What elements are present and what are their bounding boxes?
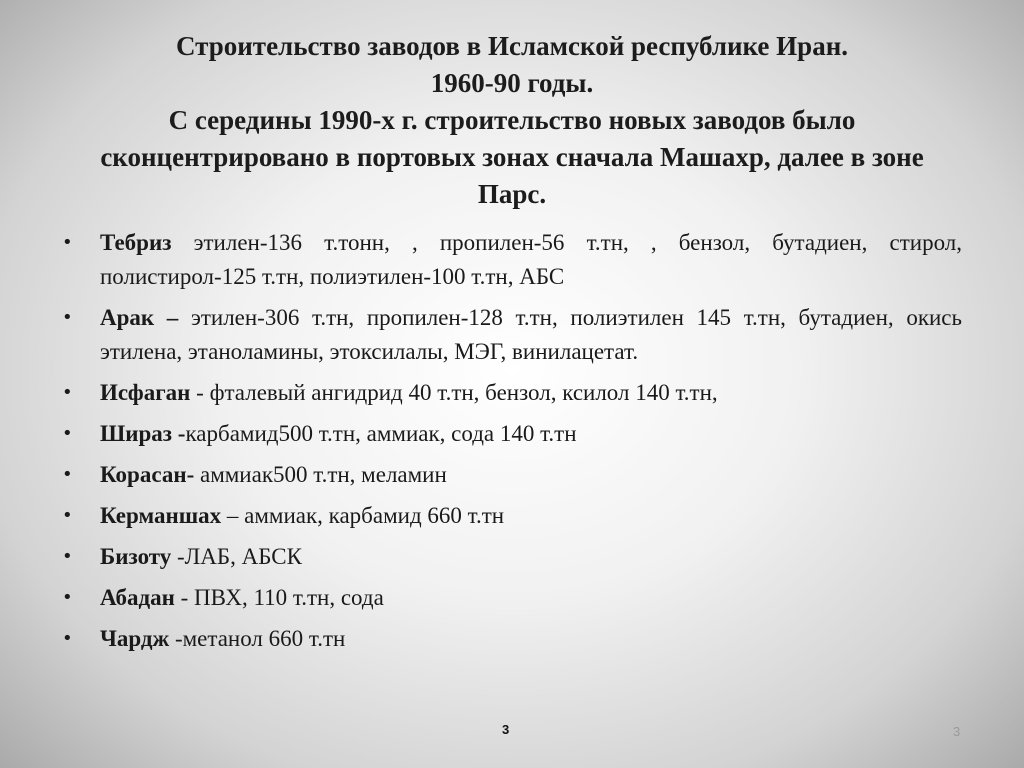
products-text: -метанол 660 т.тн <box>169 626 346 651</box>
list-item <box>62 540 962 574</box>
city-name: Исфаган <box>100 380 191 405</box>
products-text: этилен-136 т.тонн, , пропилен-56 т.тн, , бензол, бутадиен, стирол, полистирол-125 т.тн, полиэтилен-100 т.тн, АБС <box>100 230 962 289</box>
city-name: Бизоту <box>100 544 172 569</box>
slide-number: 3 <box>953 724 961 739</box>
city-name: Шираз - <box>100 421 186 446</box>
city-name: Керманшах <box>100 503 222 528</box>
list-item <box>62 301 962 369</box>
bullet-icon: • <box>62 307 73 328</box>
title-line-1: Строительство заводов в Исламской республике Иран. <box>176 31 848 61</box>
list-item <box>62 417 962 451</box>
city-name: Корасан- <box>100 462 195 487</box>
bullet-icon: • <box>62 423 73 444</box>
slide-title <box>20 28 1004 213</box>
bullet-icon: • <box>62 546 73 567</box>
list-item <box>62 376 962 410</box>
bullet-icon: • <box>62 628 73 649</box>
list-item <box>62 622 962 656</box>
list-item <box>62 499 962 533</box>
title-line-5: Парс. <box>477 179 547 209</box>
list-item <box>62 226 962 294</box>
products-text: -ЛАБ, АБСК <box>171 544 302 569</box>
products-text: этилен-306 т.тн, пропилен-128 т.тн, полиэтилен 145 т.тн, бутадиен, окись этилена, этаноламины, этоксилалы, МЭГ, винилацетат. <box>100 305 963 364</box>
city-name: Арак – <box>100 305 179 330</box>
products-text: аммиак500 т.тн, меламин <box>194 462 447 487</box>
city-name: Абадан <box>100 585 175 610</box>
products-text: - фталевый ангидрид 40 т.тн, бензол, ксилол 140 т.тн, <box>190 380 718 405</box>
list-item <box>62 458 962 492</box>
products-text: - ПВХ, 110 т.тн, сода <box>174 585 384 610</box>
plant-list <box>62 226 962 663</box>
page-number: 3 <box>502 722 510 737</box>
bullet-icon: • <box>62 505 73 526</box>
bullet-icon: • <box>62 382 73 403</box>
title-line-4: сконцентрировано в портовых зонах сначала Машахр, далее в зоне <box>100 142 924 172</box>
products-text: карбамид500 т.тн, аммиак, сода 140 т.тн <box>185 421 577 446</box>
list-item <box>62 581 962 615</box>
title-line-3: С середины 1990-х г. строительство новых заводов было <box>168 105 856 135</box>
title-line-2: 1960-90 годы. <box>430 68 594 98</box>
bullet-icon: • <box>62 587 73 608</box>
bullet-icon: • <box>62 464 73 485</box>
city-name: Тебриз <box>100 230 172 255</box>
city-name: Чардж <box>100 626 170 651</box>
bullet-icon: • <box>62 232 73 253</box>
products-text: – аммиак, карбамид 660 т.тн <box>221 503 505 528</box>
